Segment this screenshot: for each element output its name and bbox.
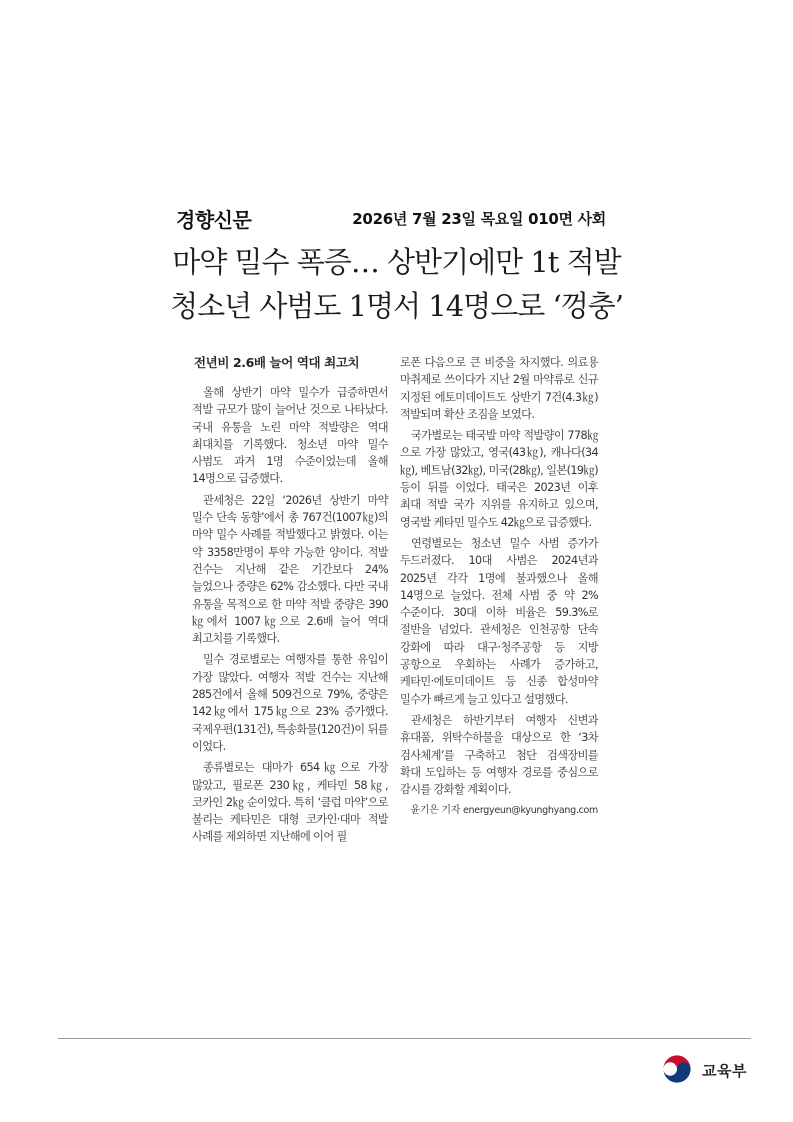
taegeuk-emblem-icon bbox=[660, 1052, 694, 1086]
byline-email: energyeun@kyunghyang.com bbox=[463, 805, 598, 817]
byline-name: 윤기은 기자 bbox=[410, 805, 461, 817]
article-subheading: 전년비 2.6배 늘어 역대 최고치 bbox=[194, 355, 360, 370]
article-paragraph: 밀수 경로별로는 여행자를 통한 유입이 가장 많았다. 여행자 적발 건수는 지난해 285건에서 올해 509건으로 79%, 중량은 142㎏에서 175㎏으로 23% 증가했다. 국제우편(131건), 특송화물(120건)이 뒤를 이었다. bbox=[192, 653, 388, 753]
article-paragraph: 국가별로는 태국발 마약 적발량이 778㎏으로 가장 많았고, 영국(43㎏), 캐나다(34㎏), 베트남(32㎏), 미국(28㎏), 일본(19㎏) 등이 뒤를 이었다. 태국은 2023년 이후 최대 적발 국가 지위를 유지하고 있으며, 영국발 케타민 밀수도 42㎏으로 급증했다. bbox=[400, 429, 598, 529]
article-column-left bbox=[192, 354, 388, 850]
masthead bbox=[176, 204, 606, 234]
article-paragraph: 연령별로는 청소년 밀수 사범 증가가 두드러졌다. 10대 사범은 2024년과 2025년 각각 1명에 불과했으나 올해 14명으로 늘었다. 전체 사범 중 약 2% 수준이다. 30대 이하 비율은 59.3%로 절반을 넘었다. 관세청은 인천공항 단속 강화에 따라 대구·청주공항 등 지방 공항으로 우회하는 사례가 증가하고, 케타민·에토미데이트 등 신종 합성마약 밀수가 빠르게 늘고 있다고 설명했다. bbox=[400, 536, 598, 706]
article-paragraph: 올해 상반기 마약 밀수가 급증하면서 적발 규모가 많이 늘어난 것으로 나타났다. 국내 유통을 노린 마약 적발량은 역대 최대치를 기록했다. 청소년 마약 밀수 사범도 과거 1명 수준이었는데 올해 14명으로 급증했다. bbox=[192, 386, 388, 486]
article-paragraph-continued: 로폰 다음으로 큰 비중을 차지했다. 의료용 마취제로 쓰이다가 지난 2월 마약류로 신규 지정된 에토미데이트도 상반기 7건(4.3㎏) 적발되며 확산 조짐을 보였다. bbox=[400, 356, 598, 421]
headline-line-2: 청소년 사범도 1명서 14명으로 ‘껑충’ bbox=[170, 289, 623, 323]
article-paragraph: 관세청은 하반기부터 여행자 신변과 휴대품, 위탁수하물을 대상으로 한 ‘3차 검사체계’를 구축하고 첨단 검색장비를 확대 도입하는 등 여행자 경로를 중심으로 감시를 강화할 계획이다. bbox=[400, 713, 598, 797]
footer-divider bbox=[58, 1038, 751, 1039]
article-column-right bbox=[400, 354, 598, 820]
article-paragraph: 종류별로는 대마가 654㎏으로 가장 많았고, 필로폰 230㎏, 케타민 58㎏, 코카인 2㎏ 순이었다. 특히 ‘클럽 마약’으로 불리는 케타민은 대형 코카인·대마 적발 사례를 제외하면 지난해에 이어 필 bbox=[192, 761, 388, 844]
byline bbox=[400, 802, 598, 819]
newspaper-name: 경향신문 bbox=[176, 208, 252, 232]
article-paragraph: 관세청은 22일 ‘2026년 상반기 마약 밀수 단속 동향’에서 총 767건(1007㎏)의 마약 밀수 사례를 적발했다고 밝혔다. 이는 약 3358만명이 투약 가능한 양이다. 적발 건수는 지난해 같은 기간보다 24% 늘었으나 중량은 62% 감소했다. 다만 국내 유통을 목적으로 한 마약 적발 중량은 390㎏에서 1007㎏으로 2.6배 늘어 역대 최고치를 기록했다. bbox=[192, 493, 388, 646]
ministry-name: 교육부 bbox=[702, 1062, 747, 1080]
headline-line-1: 마약 밀수 폭증… 상반기에만 1t 적발 bbox=[172, 245, 621, 279]
edition-info: 2026년 7월 23일 목요일 010면 사회 bbox=[352, 210, 606, 228]
ministry-logo bbox=[660, 1052, 760, 1088]
